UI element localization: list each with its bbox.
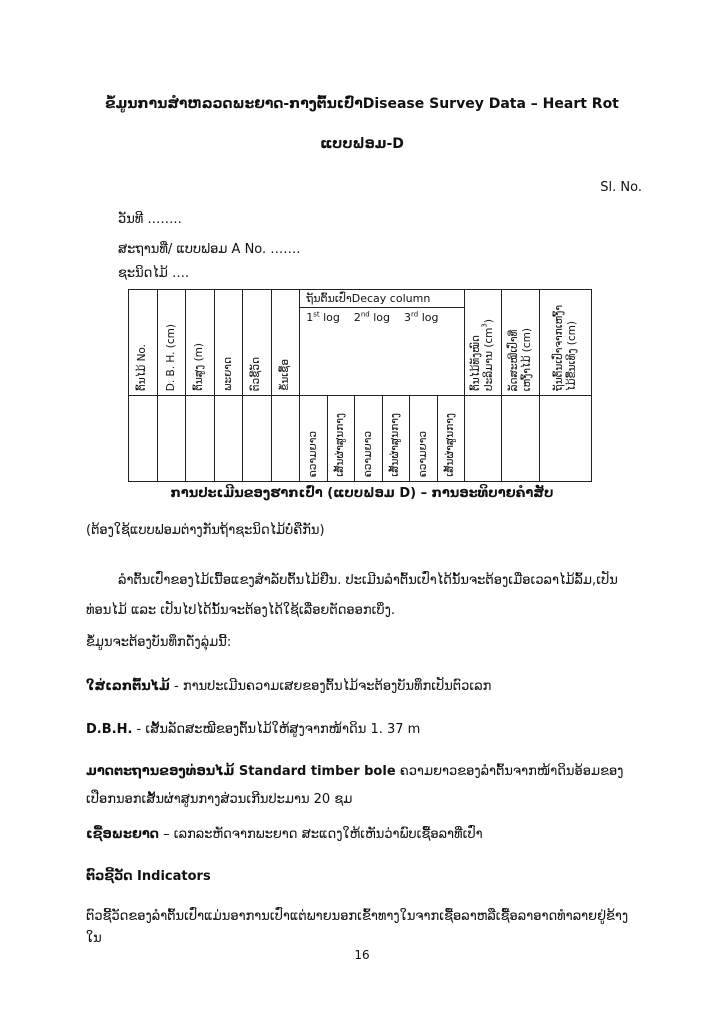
paragraph-note: (ຕ້ອງໃຊ້ແບບຟອມຕ່າງກັນຖ້າຊະນິດໄມ້ບໍ່ຄືກັນ) bbox=[86, 523, 325, 538]
paragraph-record: ຂໍ້ມູນຈະຕ້ອງບັນທຶກດັ່ງລຸ່ມນີ້: bbox=[86, 635, 232, 650]
table-cell bbox=[214, 396, 243, 482]
log3-length-header: ຄວາມຍາວ bbox=[410, 396, 437, 482]
definition-timber-bole: ມາດຕະຖານຂອງທ່ອນໄມ້ Standard timber bole ຄວາມຍາວຂອງລໍາຕົ້ນຈາກໜ້າດິນອ້ອມຂອງເປືອກນອກເສັ້ນຜ່າສູນກາງສ່ວນເກີນປະມານ 20 ຊມ bbox=[86, 764, 624, 807]
section-caption: ການປະເມີນຂອງຮາກເປົ່າ (ແບບຟອມ D) – ການອະທິບາຍຄໍາສັບ bbox=[170, 486, 554, 501]
log3-diameter-header: ເສັ້ນຜ່າສູນກາງ bbox=[437, 396, 465, 482]
page-title: ຂໍ້ມູນການສໍາຫລວດພະຍາດ-ກາງຕົ້ນເປົ່າDisease Survey Data – Heart Rot bbox=[105, 96, 619, 112]
survey-table bbox=[128, 289, 592, 482]
log2-length-header: ຄວາມຍາວ bbox=[355, 396, 382, 482]
date-line: ວັນທີ …….. bbox=[118, 212, 182, 227]
header-height: ຕົ້ນສູງ (m) bbox=[186, 290, 215, 396]
definition-indicators-heading: ຕົວຊີ້ວັດ Indicators bbox=[86, 869, 211, 884]
table-cell bbox=[243, 396, 272, 482]
definition-pathogen: ເຊື້ອພະຍາດ – ເລກລະຫັດຈາກພະຍາດ ສະແດງໃຫ້ເຫັນວ່າພົບເຊື້ອລາທີ່ເປົ່າ bbox=[86, 827, 483, 842]
table-cell bbox=[129, 396, 158, 482]
log-labels bbox=[300, 308, 465, 396]
header-decay-column: ຖັນຕົ້ນເປົ່າDecay column bbox=[300, 290, 465, 308]
table-cell bbox=[271, 396, 300, 482]
table-cell bbox=[157, 396, 186, 482]
table-cell bbox=[186, 396, 215, 482]
header-sound-bole: ຖັນຕົ້ນເປົ່າຈາກເຫງົ້າ ໄມ້ຂື້ນເທິງ (cm) bbox=[540, 290, 592, 396]
header-dbh: D. B. H. (cm) bbox=[157, 290, 186, 396]
paragraph-indicators: ຕົວຊີ້ວັດຂອງລໍາຕົ້ນເປົ່າແມ່ນອາການເປົ່າແຕ່ພາຍນອກເຂົ້າທາງໃນຈາກເຊື້ອລາຫລືເຊື້ອລາອາດທໍາລາຍຢູ່ຂ້າງໃນ bbox=[86, 909, 629, 946]
location-line: ສະຖານທີ່/ ແບບຟອມ A No. ……. bbox=[118, 242, 301, 257]
header-pathogen: ຂໍ້ນເຊື້ອ bbox=[271, 290, 300, 396]
page-number: 16 bbox=[354, 948, 370, 962]
log-3-label: 3rd log bbox=[404, 310, 439, 324]
header-tree-no: ຕົ້ນໄມ້ No. bbox=[129, 290, 158, 396]
definition-tree-number: ໃສ່ເລກຕົ້ນໄມ້ - ການປະເມີນຄວາມເສຍຂອງຕົ້ນໄມ້ຈະຕ້ອງບັນທຶກເປັນຕົວເລກ bbox=[86, 679, 492, 694]
header-indicator: ຕົວຊີ້ວັດ bbox=[243, 290, 272, 396]
log1-diameter-header: ເສັ້ນຜ່າສູນກາງ bbox=[327, 396, 354, 482]
form-subtitle: ແບບຟອມ-D bbox=[320, 136, 404, 152]
log1-length-header: ຄວາມຍາວ bbox=[300, 396, 327, 482]
log2-diameter-header: ເສັ້ນຜ່າສູນກາງ bbox=[382, 396, 409, 482]
table-cell bbox=[540, 396, 592, 482]
paragraph-intro: ລໍາຕົ້ນເປົ່າຂອງໄມ້ເນື້ອແຂງສໍາລັບຕົ້ນໄມ້ຢືນ. ປະເມີນລໍາຕົ້ນເປົ່າໄດ້ນັ້ນຈະຕ້ອງເມື່ອເວລາໄມ້ລົ້ມ,ເປັນທ່ອນໄມ້ ແລະ ເປັນໄປໄດ້ນັ້ນຈະຕ້ອງໄດ້ໃຊ້ເລື່ອຍຕັດອອກເບິ່ງ. bbox=[86, 573, 618, 618]
header-avg-radius: ລັດສະໝີເປົ່າທີ່ ເຫງົ້າໄມ້ (cm) bbox=[502, 290, 540, 396]
definition-dbh: D.B.H. - ເສັ້ນລັດສະໝີຂອງຕົ້ນໄມ້ໃຫ້ສູງຈາກໜ້າດິນ 1. 37 m bbox=[86, 722, 421, 737]
header-disease: ພະຍາດ bbox=[214, 290, 243, 396]
log-1-label: 1st log bbox=[306, 310, 340, 324]
header-volume: ຕົ້ນໄມ້ທັງໝົດ ປະລິມານ $(cm^3)$ bbox=[465, 290, 502, 396]
species-line: ຊະນິດໄມ້ …. bbox=[118, 266, 190, 281]
log-2-label: 2nd log bbox=[353, 310, 391, 324]
table-cell bbox=[465, 396, 502, 482]
serial-number-label: Sl. No. bbox=[600, 180, 642, 195]
table-cell bbox=[502, 396, 540, 482]
